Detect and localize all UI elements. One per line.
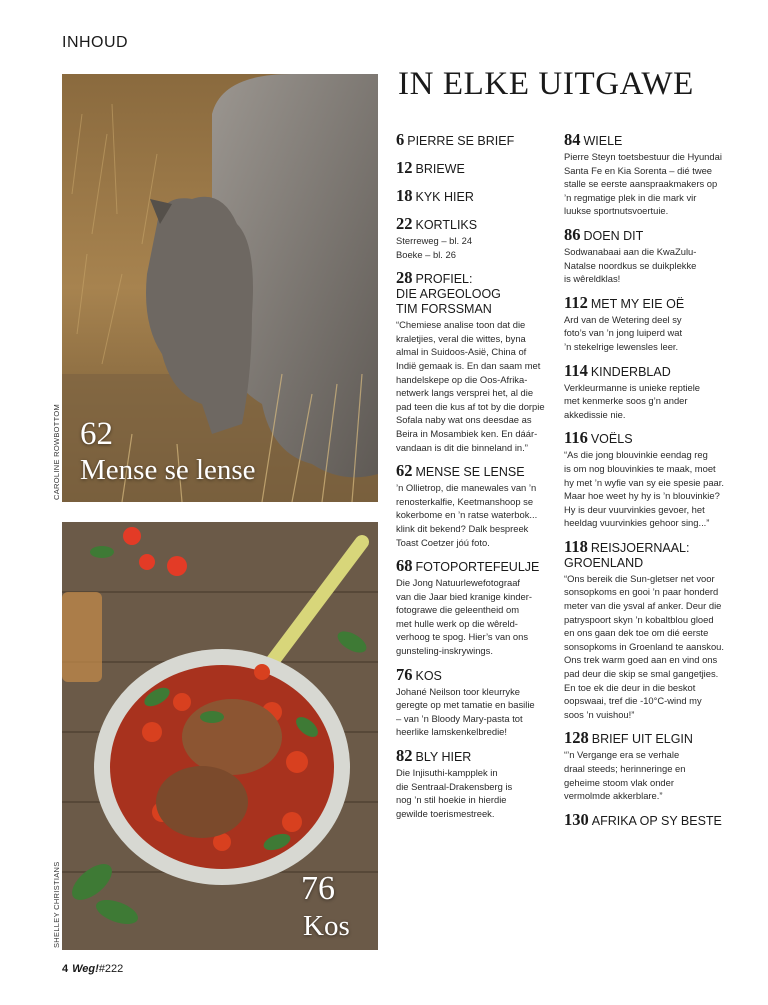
description-line: “’n Vergange era se verhale [564, 749, 680, 761]
contents-entry [396, 748, 558, 820]
page-footer [62, 963, 123, 975]
description-line: ’n Ollietrop, die manewales van ’n [396, 482, 537, 494]
entry-description [396, 318, 558, 454]
photo-page-number: 62 [80, 416, 113, 452]
entry-title: KORTLIKS [415, 218, 478, 232]
description-line: heerlike lamskenkelbredie! [396, 726, 507, 738]
entry-page-number: 28 [396, 268, 413, 288]
description-line: Santa Fe en Kia Sorenta – dié twee [564, 164, 713, 176]
description-line: gunsteling-inskrywings. [396, 645, 493, 657]
contents-entry [396, 664, 558, 739]
description-line: draal steeds; herinneringe en [564, 763, 686, 774]
entry-heading [396, 216, 558, 233]
entry-heading [564, 224, 728, 244]
entry-heading [564, 809, 728, 829]
entry-page-number: 118 [564, 536, 588, 556]
description-line: en ons gaan dek toe om dié eerste [564, 627, 709, 639]
description-line: fotograwe die geleentheid om [396, 604, 520, 616]
page-heading: IN ELKE UITGAWE [398, 66, 694, 102]
description-line: kraletjies, veral die wittes, byna [396, 332, 526, 344]
description-line: is om nog blouvinkies te maak, moet [564, 462, 716, 474]
photo-title: Kos [303, 910, 350, 942]
description-line: vandaan is dit die binneland in.” [396, 441, 528, 453]
entry-title: KINDERBLAD [590, 364, 671, 379]
description-line: geheime stoom vlak onder [564, 776, 674, 788]
description-line: stalle se eerste aanspraakmakers op [564, 178, 718, 190]
entry-title: KOS [415, 668, 442, 683]
entry-description [396, 234, 558, 261]
entry-title-line: GROENLAND [564, 555, 644, 570]
entry-page-number: 62 [396, 461, 413, 481]
description-line: Sofala naby wat ons deesdae as [396, 414, 532, 426]
entry-title: MENSE SE LENSE [415, 465, 525, 480]
description-line: Die Injisuthi-kampplek in [396, 767, 498, 779]
description-line: hy met ’n wyfie van sy eie spesie paar. [564, 476, 724, 488]
entry-description [564, 381, 728, 422]
entry-description [564, 572, 728, 722]
entry-description [396, 481, 558, 549]
contents-column-right [564, 132, 728, 840]
contents-entry [564, 360, 728, 422]
contents-entry [396, 132, 558, 149]
entry-description [396, 576, 558, 658]
photo-credit: CAROLINE ROWBOTTOM [52, 403, 61, 500]
magazine-name: Weg! [72, 963, 99, 975]
entry-page-number: 82 [396, 746, 413, 766]
contents-entry [396, 160, 558, 177]
entry-heading [564, 360, 728, 380]
description-line: Die Jong Natuurlewefotograaf [396, 577, 521, 589]
contents-entry [564, 132, 728, 218]
entry-title: BLY HIER [415, 750, 472, 765]
entry-title-line: DIE ARGEOLOOG [396, 287, 501, 302]
description-line: luukse sportnutsvoertuie. [564, 205, 669, 217]
entry-heading [396, 132, 558, 149]
entry-page-number: 6 [396, 130, 405, 149]
description-line: Sterreweg – bl. 24 [396, 235, 473, 246]
entry-page-number: 84 [564, 130, 581, 149]
entry-heading [564, 536, 728, 571]
entry-title: MET MY EIE OË [590, 296, 685, 311]
contents-entry [564, 536, 728, 722]
contents-entry [396, 188, 558, 205]
description-line: Beira in Mosambiek ken. En dáár- [396, 427, 538, 439]
entry-heading [396, 463, 558, 480]
contents-entry [564, 224, 728, 286]
entry-page-number: 68 [396, 556, 413, 576]
contents-entry [564, 809, 728, 829]
description-line: Boeke – bl. 26 [396, 248, 456, 260]
contents-entry [564, 430, 728, 530]
entry-heading [564, 730, 728, 747]
description-line: meter van die ysval af anker. Deur die [564, 600, 722, 612]
description-line: Natalse noordkus se duikplekke [564, 259, 697, 271]
description-line: klink dit bekend? Dalk bespreek [396, 522, 529, 534]
entry-page-number: 86 [564, 224, 581, 244]
contents-entry [396, 463, 558, 549]
entry-description [396, 766, 558, 820]
description-line: sonsopkoms in Groenland te aanskou. [564, 640, 724, 652]
entry-title-line: TIM FORSSMAN [396, 302, 492, 317]
description-line: pad teen die kus af tot by die dorpie [396, 400, 545, 412]
description-line: handelskepe op die Oos-Afrika- [396, 373, 528, 385]
description-line: oopswaai, tref die -10°C-wind my [564, 695, 702, 707]
entry-heading [564, 292, 728, 312]
entry-page-number: 128 [564, 728, 589, 748]
description-line: heeldag vuurvinkies gehoor sing...” [564, 517, 710, 529]
entry-heading [564, 430, 728, 447]
entry-page-number: 116 [564, 428, 588, 448]
entry-title: VOËLS [590, 432, 633, 447]
description-line: met kenmerke soos g’n ander [564, 395, 688, 407]
description-line: “Ons bereik die Sun-gletser net voor [564, 572, 715, 584]
description-line: “Chemiese analise toon dat die [396, 319, 526, 331]
description-line: En toe ek die deur in die beskot [564, 681, 696, 693]
description-line: renosterkalfie, Keetmanshoop se [396, 495, 534, 507]
description-line: vermolmde akkerblare.” [564, 790, 663, 802]
description-line: Toast Coetzer jóú foto. [396, 536, 490, 548]
entry-page-number: 18 [396, 186, 413, 205]
entry-page-number: 12 [396, 158, 413, 177]
photo-credit: SHELLEY CHRISTIANS [52, 861, 61, 948]
contents-entry [564, 292, 728, 354]
description-line: geregte op met tamatie en basilie [396, 699, 535, 711]
description-line: Verkleurmanne is unieke reptiele [564, 381, 701, 393]
description-line: verhoog te spog. Hier’s van ons [396, 631, 529, 643]
entry-page-number: 22 [396, 214, 413, 233]
entry-heading [396, 160, 558, 177]
entry-description [564, 313, 728, 354]
entry-page-number: 112 [564, 292, 588, 312]
description-line: Hy is deur vuurvinkies gevoer, het [564, 503, 705, 515]
entry-heading [396, 188, 558, 205]
contents-entry [396, 558, 558, 658]
contents-entry [396, 216, 558, 261]
description-line: die Sentraal-Drakensberg is [396, 780, 513, 792]
entry-title: PROFIEL: [415, 272, 473, 287]
description-line: Sodwanabaai aan die KwaZulu- [564, 245, 697, 257]
entry-description [564, 748, 728, 802]
description-line: gewilde toerismestreek. [396, 807, 495, 819]
section-label: INHOUD [62, 34, 129, 51]
photo-page-number: 76 [301, 870, 335, 907]
description-line: patryspoort skyn ’n kobaltblou gloed [564, 613, 714, 625]
entry-title: BRIEF UIT ELGIN [591, 732, 693, 747]
contents-entry [396, 270, 558, 454]
description-line: foto’s van ’n jong luiperd wat [564, 327, 683, 339]
description-line: Indië gemaak is. En dan saam met [396, 359, 541, 371]
issue-number: #222 [98, 963, 124, 975]
description-line: netwerk langs versprei het, al die [396, 387, 534, 399]
description-line: Ons trek warm goed aan en vind ons [564, 654, 718, 666]
description-line: Ard van de Wetering deel sy [564, 313, 682, 325]
description-line: is wêreldklas! [564, 273, 621, 285]
entry-title: DOEN DIT [583, 228, 644, 243]
entry-page-number: 130 [564, 809, 589, 829]
entry-description [396, 685, 558, 739]
entry-title: BRIEWE [415, 162, 465, 176]
description-line: nog ’n stil hoekie in hierdie [396, 794, 507, 806]
entry-description [564, 245, 728, 286]
entry-title: PIERRE SE BRIEF [407, 134, 515, 148]
entry-description [564, 448, 728, 530]
page-number: 4 [62, 963, 69, 975]
entry-heading [396, 270, 558, 317]
description-line: sonsopkoms en gooi ’n paar honderd [564, 586, 719, 598]
entry-page-number: 114 [564, 360, 588, 380]
description-line: soos ’n vuishou!” [564, 708, 635, 720]
contents-column-left [396, 132, 558, 829]
entry-heading [396, 664, 558, 684]
photo-title: Mense se lense [80, 454, 256, 486]
description-line: ’n stekelrige lewensles leer. [564, 340, 679, 352]
description-line: pad deur die skip se smal gangetjies. [564, 668, 719, 680]
description-line: van die Jaar bied kranige kinder- [396, 590, 533, 602]
entry-page-number: 76 [396, 664, 413, 684]
description-line: – van ’n Bloody Mary-pasta tot [396, 712, 523, 724]
description-line: almal in Suidoos-Asië, China of [396, 346, 527, 358]
description-line: akkedissie nie. [564, 408, 626, 420]
description-line: Johané Neilson toor kleurryke [396, 685, 521, 697]
entry-title: KYK HIER [415, 190, 474, 204]
description-line: “As die jong blouvinkie eendag reg [564, 449, 708, 461]
description-line: ’n regmatige plek in die mark vir [564, 191, 697, 203]
contents-entry [564, 730, 728, 802]
entry-title: AFRIKA OP SY BESTE [591, 813, 722, 828]
description-line: met hulle werk op die wêreld- [396, 617, 518, 629]
entry-heading [396, 558, 558, 575]
entry-title: WIELE [583, 134, 623, 148]
description-line: Pierre Steyn toetsbestuur die Hyundai [564, 151, 722, 162]
description-line: Maar hoe weet hy hy is ’n blouvinkie? [564, 490, 720, 502]
entry-title: FOTOPORTEFEULJE [415, 560, 540, 575]
entry-title: REISJOERNAAL: [590, 540, 690, 555]
entry-heading [396, 748, 558, 765]
description-line: kokerbome en ’n ratse waterbok... [396, 509, 538, 521]
entry-description [564, 150, 728, 218]
entry-heading [564, 132, 728, 149]
